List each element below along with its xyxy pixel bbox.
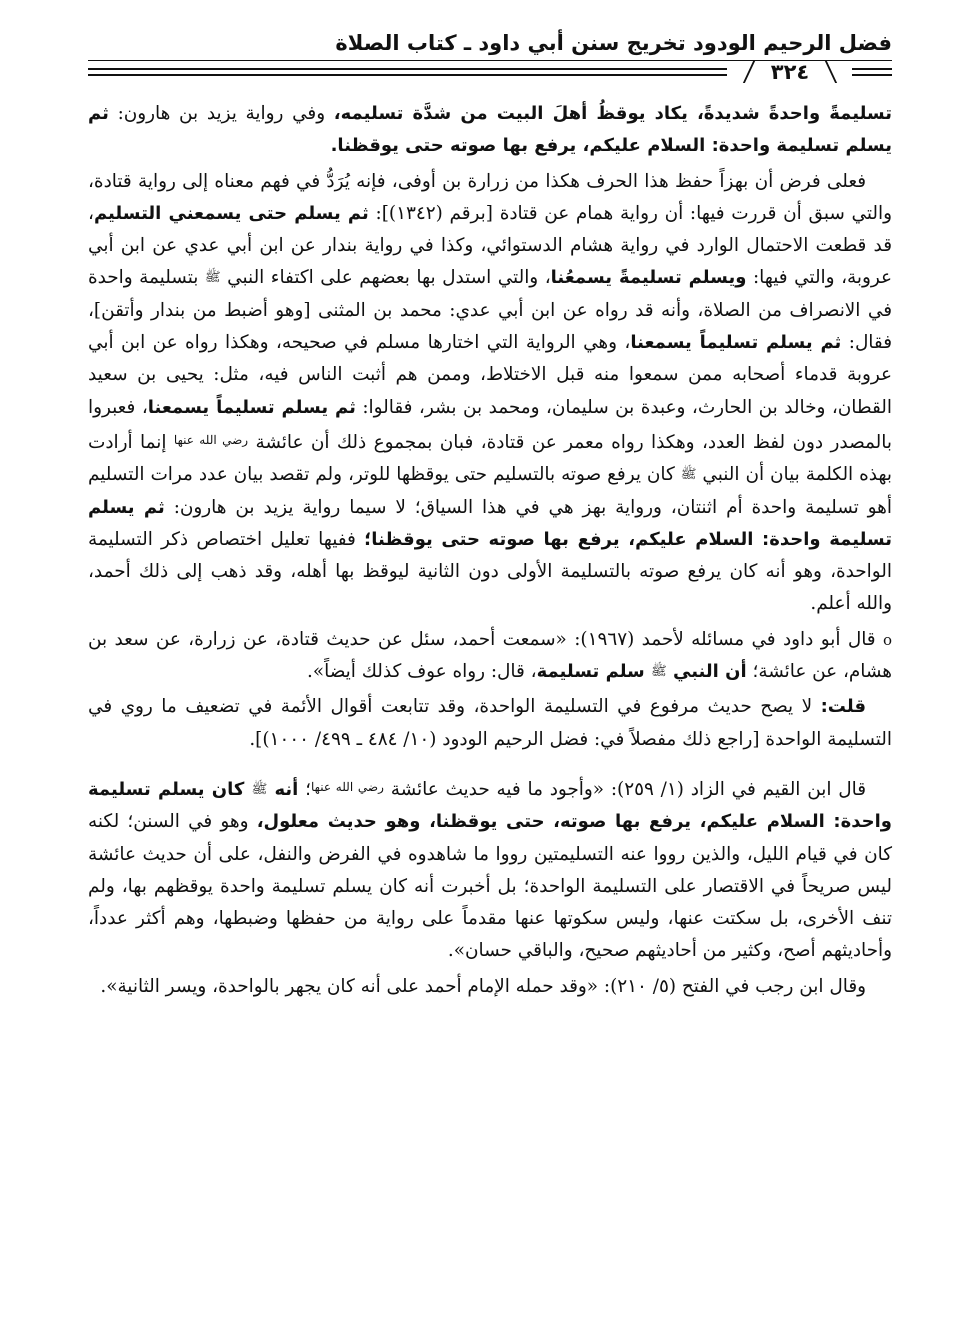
text-run: وقال ابن رجب في الفتح (٥/ ٢١٠): «وقد حمله الإمام أحمد على أنه كان يجهر بالواحدة، ويسر الثانية». <box>100 975 866 997</box>
salla-glyph: ﷺ <box>651 664 667 680</box>
bold-quote: ويسلم تسليمةً يسمعُنا <box>550 267 747 289</box>
running-head: فضل الرحيم الودود تخريج سنن أبي داود ـ كتاب الصلاة <box>335 31 892 55</box>
radiya-glyph: رضي الله عنها <box>311 779 384 794</box>
page-number-frame <box>734 58 846 86</box>
paragraph-2 <box>88 166 892 621</box>
salla-glyph: ﷺ <box>680 467 697 483</box>
paragraph-gap <box>88 759 892 771</box>
ornament-line <box>852 68 892 70</box>
text-run: قال ابن القيم في الزاد (١/ ٢٥٩): «وأجود ما فيه حديث عائشة <box>383 778 866 800</box>
paragraph-5 <box>88 771 892 968</box>
bold-quote: تسليمةً واحدةً شديدةً، يكاد يوقظُ أهلَ البيت من شدَّة تسليمه، <box>333 103 892 124</box>
page-number: ٣٢٤ <box>770 60 810 84</box>
paragraph-1 <box>88 98 892 163</box>
text-run: وفي رواية يزيد بن هارون: <box>108 103 334 124</box>
text-run: فعلى فرض أن بهزاً حفظ هذا الحرف هكذا من زرارة بن أوفى، فإنه يُرَدُّ في فهم معناه إلى رواية قتادة، والتي سبق أن قررت فيها: أن رواية همام عن قتادة [برقم (١٣٤٢)]: <box>88 170 892 224</box>
text-run: ، والتي استدل بها بعضهم على اكتفاء النبي <box>220 267 551 289</box>
salla-glyph: ﷺ <box>204 270 221 286</box>
text-run: ، وهي الرواية التي اختارها مسلم في صحيحه، وهكذا رواه عن ابن أبي عروبة قدماء أصحابه ممن سمعوا منه قبل الاختلاط، وممن هم أثبت الناس فيه، مثل: يحيى بن سعيد القطان، وخالد بن الحارث، وعبدة بن سليمان، ومحمد بن بشر، فقالوا: <box>88 332 892 418</box>
text-run: ؛ <box>298 778 312 800</box>
frame-cap <box>729 61 755 83</box>
text-run: بتسليمة واحدة في الانصراف من الصلاة، وأنه قد رواه عن ابن أبي عدي: محمد بن المثنى [وهو أضبط من بندار وأتقن]، فقال: <box>88 267 893 354</box>
text-run: إنما أرادت بهذه الكلمة بيان أن النبي <box>88 431 892 486</box>
bold-label: قلت: <box>820 696 866 718</box>
paragraph-3 <box>88 624 892 689</box>
text-run: قال أبو داود في مسائله لأحمد (١٩٦٧): «سمعت أحمد، سئل عن حديث قتادة، عن زرارة، عن سعد بن هشام، عن عائشة؛ <box>88 628 892 683</box>
ornament-line <box>852 74 892 76</box>
bullet-circle: o <box>882 630 893 649</box>
text-run: ، فعبروا بالمصدر دون لفظ العدد، وهكذا رواه معمر عن قتادة، فبان بمجموع ذلك أن عائشة <box>88 396 892 453</box>
text-run: وهو في السنن؛ لكنه كان في قيام الليل، والذين رووا عنه التسليمتين رووا ما شاهدوه في الفرض والنفل، على أن حديث عائشة ليس صريحاً في الاقتصار على التسليمة الواحدة؛ بل أخبرت أنه كان يسلم تسليمة واحدة يوقظهم بها، ولم تنف الأخرى، بل سكتت عنها، وليس سكوتها عنها مقدماً على رواية من حفظها وضبطها، وهم أكثر عدداً، وأحاديثهم أصح، وكثير من أحاديثهم صحيح، والباقي حسان». <box>88 811 892 962</box>
radiya-glyph: رضي الله عنها <box>173 432 249 447</box>
bold-quote: ثم يسلم حتى يسمعني التسليم <box>93 202 369 224</box>
bold-quote: أن النبي <box>666 661 747 683</box>
text-run: ، قال: رواه عوف كذلك أيضاً». <box>307 661 537 683</box>
ornament-line <box>88 68 727 70</box>
salla-glyph: ﷺ <box>251 781 268 797</box>
frame-cap <box>825 61 851 83</box>
bold-quote: ثم يسلم تسليماً يسمعنا <box>147 396 356 418</box>
paragraph-4 <box>88 691 892 756</box>
page-number-band <box>88 58 892 90</box>
body-text <box>88 98 892 1006</box>
bold-quote: أنه <box>267 778 299 800</box>
text-run: كان يرفع صوته بالتسليم حتى يوقظها للوتر، ولم تقصد بيان عدد مرات التسليم أهو تسليمة واحدة أم اثنتان، ورواية بهز هي في هذا السياق؛ لا سيما رواية يزيد بن هارون: <box>88 464 892 518</box>
bold-quote: ثم يسلم تسليمة واحدة: السلام عليكم، يرفع بها صوته حتى يوقظنا. <box>88 103 892 157</box>
text-run: ففيها تعليل اختصاص ذكر التسليمة الواحدة، وهو أنه كان يرفع صوته بالتسليمة الأولى دون الثانية ليوقظ بها أهله، وقد ذهب إلى ذلك أحمد، والله أعلم. <box>88 528 892 615</box>
paragraph-6 <box>88 971 892 1003</box>
bold-quote: كان يسلم تسليمة واحدة: السلام عليكم، يرفع بها صوته، حتى يوقظنا، وهو حديث معلول، <box>88 778 892 833</box>
text-run: لا يصح حديث مرفوع في التسليمة الواحدة، وقد تتابعت أقوال الأئمة في تضعيف ما روي في التسليمة الواحدة [راجع ذلك مفصلاً في: فضل الرحيم الودود (١٠/ ٤٨٤ ـ ٤٩٩/ ١٠٠٠)]. <box>88 696 892 750</box>
bold-quote: سلم تسليمة <box>536 661 652 683</box>
ornament-line <box>88 74 727 76</box>
bold-quote: ثم يسلم تسليمة واحدة: السلام عليكم، يرفع بها صوته حتى يوقظنا؛ <box>88 496 892 550</box>
text-run: ، قد قطعت الاحتمال الوارد في رواية هشام الدستوائي، وكذا في رواية بندار عن ابن أبي عدي عن ابن أبي عروبة، والتي فيها: <box>88 202 892 289</box>
bold-quote: ثم يسلم تسليماً يسمعنا <box>630 332 842 354</box>
